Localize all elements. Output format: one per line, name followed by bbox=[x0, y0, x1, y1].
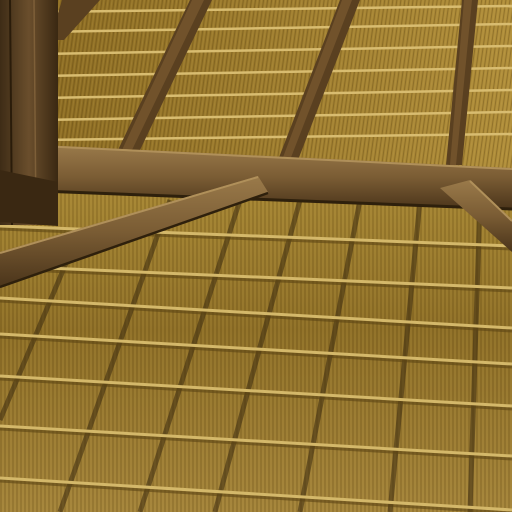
vertical-post bbox=[0, 0, 58, 226]
upper-thatch-plane bbox=[40, 0, 512, 170]
